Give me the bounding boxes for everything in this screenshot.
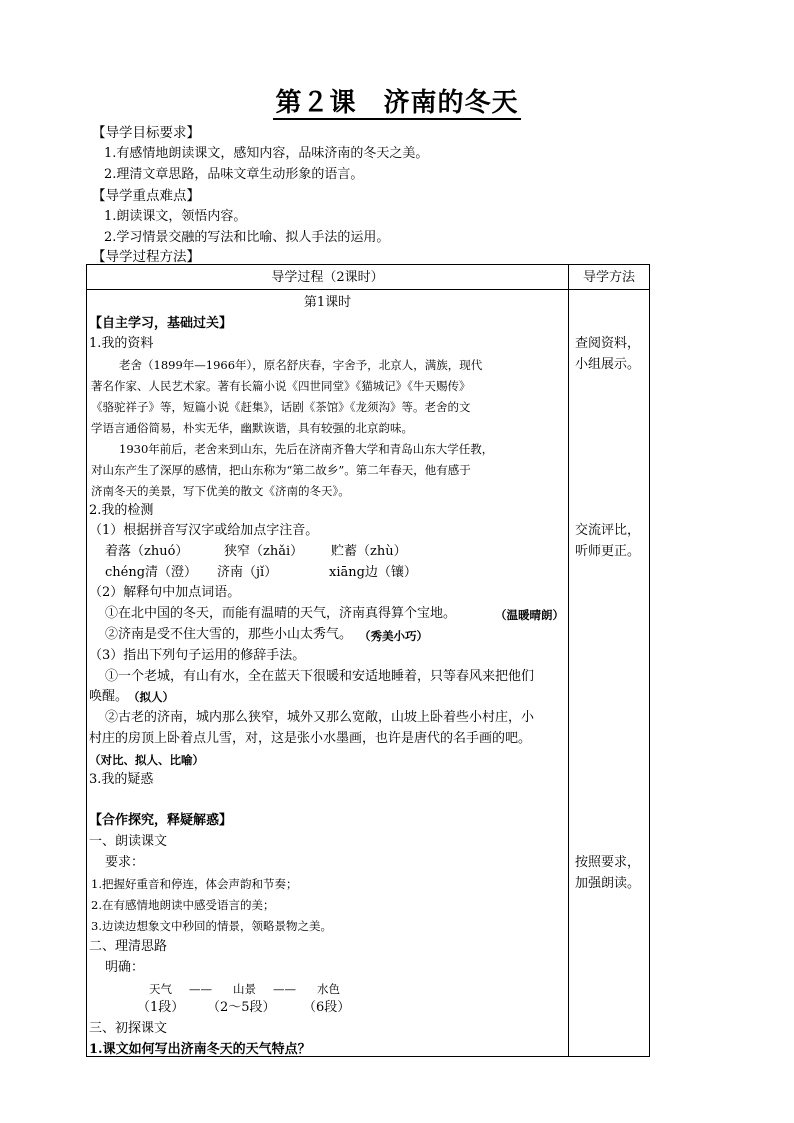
- method-2-line-1: 交流评比，: [575, 523, 641, 538]
- section-cooperation: 【合作探究，释疑解惑】: [89, 813, 233, 828]
- process-heading: 【导学过程方法】: [92, 249, 200, 265]
- flow-paragraph: （2～5段）: [207, 1000, 276, 1015]
- first-look-question-1: 1.课文如何写出济南冬天的天气特点？: [89, 1042, 311, 1057]
- column-divider: [568, 265, 569, 1056]
- question-2: （2）解释句中加点词语。: [89, 585, 241, 600]
- flow-paragraph: （1段）: [137, 1000, 185, 1015]
- answer-2a: （温暖晴朗）: [495, 608, 564, 622]
- answer-3b: （对比、拟人、比喻）: [89, 753, 204, 767]
- my-doubts: 3.我的疑惑: [89, 772, 154, 787]
- method-1-line-1: 查阅资料，: [575, 336, 641, 351]
- objective-2: 2.理清文章思路，品味文章生动形象的语言。: [104, 167, 364, 182]
- question-3a: ①一个老城，有山有水，全在蓝天下很暖和安适地睡着，只等春风来把他们: [105, 669, 535, 684]
- pinyin-item: 贮蓄（zhù）: [331, 544, 407, 559]
- question-2a: ①在北中国的冬天，而能有温晴的天气，济南真得算个宝地。: [105, 606, 457, 621]
- part-outline: 二、理清思路: [89, 939, 168, 954]
- clarify-label: 明确：: [105, 960, 145, 975]
- requirement-item: 3.边读边想象文中秒回的情景，领略景物之美。: [91, 919, 332, 933]
- key-point-1: 1.朗读课文，领悟内容。: [104, 209, 247, 224]
- bio-line: 济南冬天的美景，写下优美的散文《济南的冬天》。: [91, 484, 350, 498]
- pinyin-item: chéng清（澄）: [105, 565, 198, 580]
- col-header-process: 导学过程（2课时）: [271, 270, 384, 285]
- flow-weather: 天气: [149, 982, 172, 996]
- bio-line: 著名作家、人民艺术家。著有长篇小说《四世同堂》《猫城记》《牛天赐传》: [91, 379, 471, 393]
- pinyin-item: 狭窄（zhǎi）: [224, 544, 304, 559]
- key-points-heading: 【导学重点难点】: [92, 188, 200, 204]
- pinyin-item: 济南（jǐ）: [217, 565, 278, 580]
- my-materials: 1.我的资料: [89, 336, 154, 351]
- lesson-label: 第1课时: [303, 295, 352, 310]
- answer-3a: （拟人）: [128, 690, 174, 704]
- question-2b: ②济南是受不住大雪的，那些小山太秀气。: [105, 627, 353, 642]
- bio-line: 学语言通俗简易，朴实无华，幽默诙谐，具有较强的北京韵味。: [91, 421, 413, 435]
- method-3-line-1: 按照要求，: [575, 855, 641, 870]
- pinyin-item: xiāng边（镶）: [329, 565, 417, 580]
- objectives-heading: 【导学目标要求】: [92, 125, 200, 141]
- question-1: （1）根据拼音写汉字或给加点字注音。: [89, 523, 319, 538]
- objective-1: 1.有感情地朗读课文，感知内容，品味济南的冬天之美。: [104, 146, 429, 161]
- section-self-study: 【自主学习，基础过关】: [89, 316, 233, 331]
- bio-line: 老舍（1899年—1966年），原名舒庆春，字舍予，北京人，满族，现代: [119, 358, 483, 372]
- part-first-look: 三、初探课文: [89, 1021, 168, 1036]
- study-table: [86, 264, 650, 1057]
- question-3b: ②古老的济南，城内那么狭窄，城外又那么宽敞，山坡上卧着些小村庄，小: [105, 710, 535, 725]
- bio-line: 《骆驼祥子》等，短篇小说《赶集》，话剧《茶馆》《龙须沟》等。老舍的文: [91, 400, 471, 414]
- requirement-item: 1.把握好重音和停连，体会声韵和节奏；: [91, 877, 298, 891]
- bio-line: 对山东产生了深厚的感情，把山东称为“第二故乡”。第二年春天，他有感于: [91, 463, 471, 477]
- header-divider: [87, 289, 649, 290]
- method-1-line-2: 小组展示。: [575, 357, 641, 372]
- page-title: 第２课 济南的冬天: [275, 88, 519, 118]
- flow-water: 水色: [317, 982, 340, 996]
- flow-mountain: 山景: [233, 982, 256, 996]
- flow-dash: ——: [273, 982, 296, 996]
- requirements-label: 要求：: [105, 855, 145, 870]
- method-2-line-2: 听师更正。: [575, 544, 641, 559]
- method-3-line-2: 加强朗读。: [575, 876, 641, 891]
- flow-dash: ——: [189, 982, 212, 996]
- pinyin-item: 着落（zhuó）: [105, 544, 189, 559]
- col-header-method: 导学方法: [582, 270, 635, 285]
- answer-2b: （秀美小巧）: [359, 629, 428, 643]
- key-point-2: 2.学习情景交融的写法和比喻、拟人手法的运用。: [104, 230, 390, 245]
- flow-paragraph: （6段）: [303, 1000, 351, 1015]
- question-3: （3）指出下列句子运用的修辞手法。: [89, 648, 306, 663]
- my-check: 2.我的检测: [89, 503, 154, 518]
- part-read-aloud: 一、朗读课文: [89, 834, 168, 849]
- question-3a-cont: 唤醒。: [89, 689, 129, 704]
- bio-line: 1930年前后，老舍来到山东，先后在济南齐鲁大学和青岛山东大学任教，: [119, 442, 494, 456]
- question-3b-cont: 村庄的房顶上卧着点儿雪，对，这是张小水墨画，也许是唐代的名手画的吧。: [89, 731, 532, 746]
- requirement-item: 2.在有感情地朗读中感受语言的美；: [91, 898, 275, 912]
